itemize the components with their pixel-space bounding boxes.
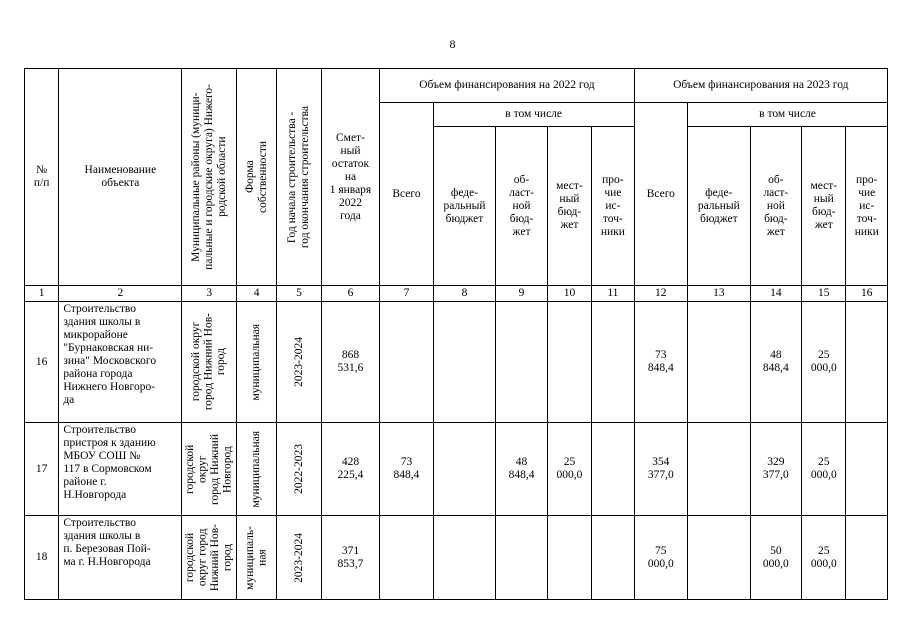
district-cell: [182, 423, 237, 516]
district-text: городской округ город Нижний Новгород: [184, 433, 234, 505]
table-row: [25, 423, 888, 516]
district-cell: [182, 516, 237, 600]
ownership-cell: [236, 423, 276, 516]
regional-2022-cell: 48 848,4: [496, 423, 547, 516]
ownership-cell: [236, 516, 276, 600]
other-2022-cell: [592, 423, 634, 516]
district-text: городской округ город Нижний Нов- город: [190, 313, 228, 411]
header-including-2023: в том числе: [688, 103, 888, 127]
local-2023-cell: 25 000,0: [802, 302, 846, 423]
column-number: 16: [846, 286, 888, 302]
column-number: 6: [321, 286, 380, 302]
years-cell: [277, 302, 321, 423]
other-2022-cell: [592, 302, 634, 423]
ownership-cell: [236, 302, 276, 423]
header-years-text: Год начала строительства - год окончания строительства: [286, 105, 311, 249]
federal-2023-cell: [688, 516, 751, 600]
header-name: Наименование объекта: [59, 69, 182, 286]
column-number: 2: [59, 286, 182, 302]
page-number: 8: [449, 37, 456, 51]
header-row-1: [25, 69, 888, 103]
column-number: 13: [688, 286, 751, 302]
regional-2023-cell: 50 000,0: [750, 516, 801, 600]
header-total-2023: Всего: [634, 103, 687, 286]
column-number: 9: [496, 286, 547, 302]
object-name: Строительство здания школы в п. Березовая Пой- ма г. Н.Новгорода: [59, 516, 182, 600]
column-number: 14: [750, 286, 801, 302]
years-cell: [277, 516, 321, 600]
ownership-text: муниципальная: [250, 430, 263, 508]
header-federal-2022: феде- ральный бюджет: [433, 127, 496, 286]
header-regional-2022: об- ласт- ной бюд- жет: [496, 127, 547, 286]
header-years: [277, 69, 321, 286]
object-name: Строительство пристроя к зданию МБОУ СОШ № 117 в Сормовском районе г. Н.Новгорода: [59, 423, 182, 516]
federal-2022-cell: [433, 302, 496, 423]
header-num: № п/п: [25, 69, 59, 286]
estimate-cell: 371 853,7: [321, 516, 380, 600]
local-2023-cell: 25 000,0: [802, 423, 846, 516]
district-cell: [182, 302, 237, 423]
header-estimate: Смет- ный остаток на 1 января 2022 года: [321, 69, 380, 286]
header-federal-2023: феде- ральный бюджет: [688, 127, 751, 286]
years-text: 2023-2024: [292, 337, 305, 387]
column-number: 7: [380, 286, 433, 302]
estimate-cell: 868 531,6: [321, 302, 380, 423]
table-row: [25, 302, 888, 423]
other-2023-cell: [846, 516, 888, 600]
estimate-cell: 428 225,4: [321, 423, 380, 516]
header-including-2022: в том числе: [433, 103, 634, 127]
district-text: городской округ город Нижний Нов- город: [184, 523, 234, 592]
column-number: 1: [25, 286, 59, 302]
column-number-row: [25, 286, 888, 302]
header-local-2023: мест- ный бюд- жет: [802, 127, 846, 286]
years-text: 2022-2023: [292, 444, 305, 494]
column-number: 10: [547, 286, 591, 302]
row-num: 16: [25, 302, 59, 423]
total-2022-cell: [380, 302, 433, 423]
header-total-2022: Всего: [380, 103, 433, 286]
table-row: [25, 516, 888, 600]
other-2023-cell: [846, 423, 888, 516]
regional-2023-cell: 48 848,4: [750, 302, 801, 423]
header-regional-2023: об- ласт- ной бюд- жет: [750, 127, 801, 286]
federal-2023-cell: [688, 302, 751, 423]
regional-2022-cell: [496, 302, 547, 423]
header-other-2022: про- чие ис- точ- ники: [592, 127, 634, 286]
regional-2023-cell: 329 377,0: [750, 423, 801, 516]
federal-2023-cell: [688, 423, 751, 516]
total-2022-cell: 73 848,4: [380, 423, 433, 516]
header-ownership-text: Форма собственности: [243, 141, 269, 213]
header-fin-2023: Объем финансирования на 2023 год: [634, 69, 887, 103]
years-cell: [277, 423, 321, 516]
object-name: Строительство здания школы в микрорайоне "Бурнаковская ни- зина" Московского района города Нижнего Новгоро- да: [59, 302, 182, 423]
federal-2022-cell: [433, 423, 496, 516]
header-fin-2022: Объем финансирования на 2022 год: [380, 69, 634, 103]
row-num: 18: [25, 516, 59, 600]
regional-2022-cell: [496, 516, 547, 600]
total-2022-cell: [380, 516, 433, 600]
column-number: 4: [236, 286, 276, 302]
header-other-2023: про- чие ис- точ- ники: [846, 127, 888, 286]
total-2023-cell: 75 000,0: [634, 516, 687, 600]
federal-2022-cell: [433, 516, 496, 600]
column-number: 15: [802, 286, 846, 302]
local-2022-cell: [547, 302, 591, 423]
financing-table: [24, 68, 888, 600]
column-number: 5: [277, 286, 321, 302]
other-2023-cell: [846, 302, 888, 423]
local-2023-cell: 25 000,0: [802, 516, 846, 600]
header-ownership: [236, 69, 276, 286]
header-district: [182, 69, 237, 286]
other-2022-cell: [592, 516, 634, 600]
ownership-text: муниципаль- ная: [244, 525, 269, 590]
column-number: 3: [182, 286, 237, 302]
column-number: 12: [634, 286, 687, 302]
column-number: 8: [433, 286, 496, 302]
years-text: 2023-2024: [292, 532, 305, 583]
column-number: 11: [592, 286, 634, 302]
local-2022-cell: [547, 516, 591, 600]
row-num: 17: [25, 423, 59, 516]
header-local-2022: мест- ный бюд- жет: [547, 127, 591, 286]
local-2022-cell: 25 000,0: [547, 423, 591, 516]
total-2023-cell: 73 848,4: [634, 302, 687, 423]
ownership-text: муниципальная: [250, 323, 263, 401]
total-2023-cell: 354 377,0: [634, 423, 687, 516]
header-district-text: Муниципальные районы (муници- пальные и городские округа) Нижего- родской области: [189, 84, 228, 270]
